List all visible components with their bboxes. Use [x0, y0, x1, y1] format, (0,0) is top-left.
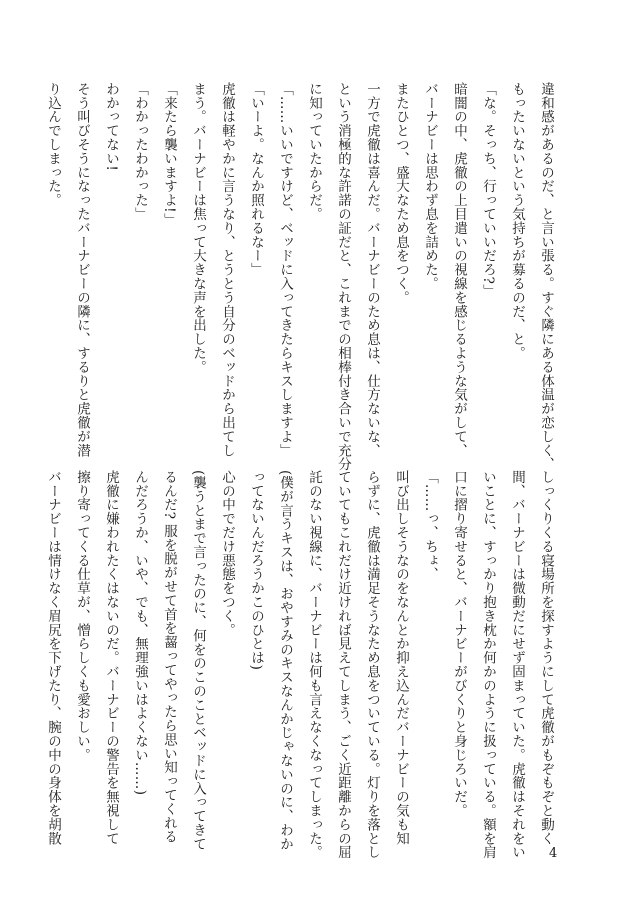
text-line: 虎徹に嫌われたくはないのだ。バーナビーの警告を無視して — [103, 470, 119, 846]
lower-text-block — [38, 470, 560, 860]
text-line: 一方で虎徹は喜んだ。バーナビーのため息は、仕方ないな、 — [364, 82, 380, 458]
text-line: わかってない! — [103, 82, 119, 172]
text-line: バーナビーは思わず息を詰めた。 — [422, 82, 438, 291]
text-line: 間、バーナビーは微動だにせず固まっていた。虎徹はそれをい — [509, 470, 525, 860]
text-line: (僕が言うキスは、おやすみのキスなんかじゃないのに、わか — [277, 470, 293, 851]
text-line: 「……っ、ちょ、 — [422, 470, 438, 582]
text-line: らずに、虎徹は満足そうなため息をついている。灯りを落とし — [364, 470, 380, 860]
text-line: またひとつ、盛大なため息をつく。 — [393, 82, 409, 305]
text-line: もったいないという気持ちが募るのだ、と。 — [509, 82, 525, 360]
text-line: 「な。そっち、行っていいだろ?」 — [480, 82, 496, 299]
text-line: いことに、すっかり抱き枕か何かのように扱っている。額を肩 — [480, 470, 496, 860]
text-line: 「……いいですけど、ベッドに入ってきたらキスしますよ」 — [277, 82, 293, 458]
text-line: 暗闇の中、虎徹の上目遣いの視線を感じるような気がして、 — [451, 82, 467, 458]
text-line: 「わかったわかった」 — [132, 82, 148, 221]
text-line: しっくりくる寝場所を探すようにして虎徹がもぞもぞと動く — [538, 470, 554, 846]
text-line: まう。バーナビーは焦って大きな声を出した。 — [190, 82, 206, 374]
text-line: ってないんだろうかこのひとは) — [248, 470, 264, 671]
text-line: バーナビーは情けなく眉尻を下げたり、腕の中の身体を胡散 — [45, 470, 61, 846]
text-line: に知っていたからだ。 — [306, 82, 322, 221]
text-line: 擦り寄ってくる仕草が、憎らしくも愛おしい。 — [74, 470, 90, 762]
upper-text-block — [38, 82, 560, 472]
text-line: 「いーよ。なんか照れるなー」 — [248, 82, 264, 277]
text-line: 託のない視線に、バーナビーは何も言えなくなってしまった。 — [306, 470, 322, 860]
text-line: という消極的な許諾の証だと、これまでの相棒付き合いで充分 — [335, 82, 351, 472]
text-line: るんだ? 服を脱がせて首を齧ってやったら思い知ってくれる — [161, 470, 177, 844]
text-line: 虎徹は軽やかに言うなり、とうとう自分のベッドから出てし — [219, 82, 235, 458]
page-number: 4 — [549, 846, 558, 861]
text-line: んだろうか、いや、でも、無理強いはよくない……) — [132, 470, 148, 796]
text-line: 叫び出しそうなのをなんとか抑え込んだバーナビーの気も知 — [393, 470, 409, 846]
text-line: そう叫びそうになったバーナビーの隣に、するりと虎徹が潜 — [74, 82, 90, 458]
text-line: 違和感があるのだ、と言い張る。すぐ隣にある体温が恋しく、 — [538, 82, 554, 472]
text-line: ていてもこれだけ近ければ見えてしまう、ごく近距離からの屈 — [335, 470, 351, 860]
text-line: (襲うとまで言ったのに、何をのこのことベッドに入ってきて — [190, 470, 206, 851]
text-line: り込んでしまった。 — [45, 82, 61, 208]
text-line: 心の中でだけ悪態をつく。 — [219, 470, 235, 637]
text-line: 「来たら襲いますよ!」 — [161, 82, 177, 227]
text-line: 口に摺り寄せると、バーナビーがびくりと身じろいだ。 — [451, 470, 467, 818]
